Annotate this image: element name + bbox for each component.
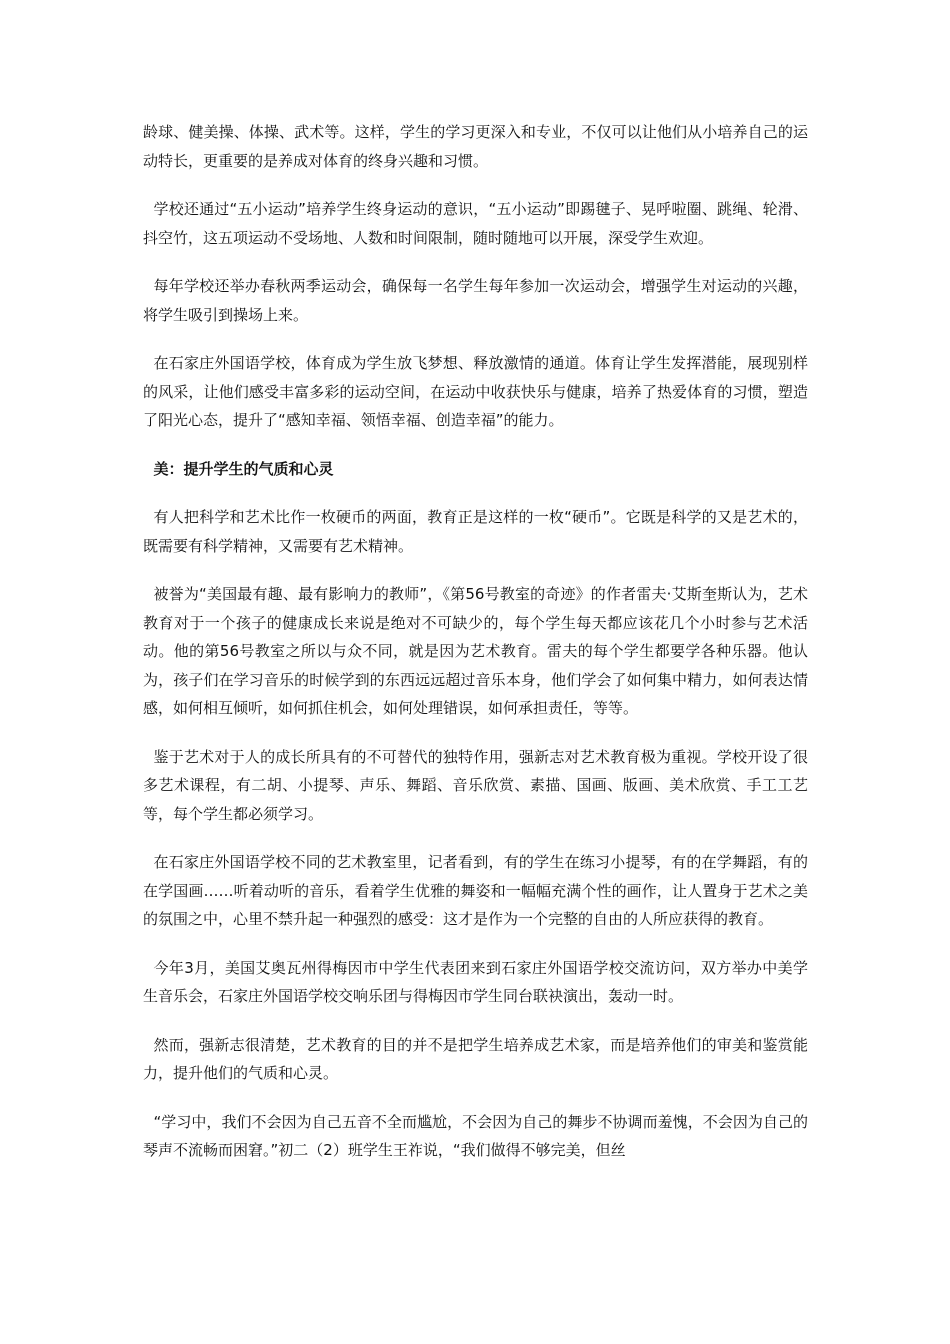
paragraph-2: 学校还通过“五小运动”培养学生终身运动的意识，“五小运动”即踢毽子、晃呼啦圈、跳绳、轮滑、抖空竹，这五项运动不受场地、人数和时间限制，随时随地可以开展，深受学生欢迎。 [143,200,808,247]
paragraph-8: 在石家庄外国语学校不同的艺术教室里，记者看到，有的学生在练习小提琴，有的在学舞蹈，有的在学国画……听着动听的音乐，看着学生优雅的舞姿和一幅幅充满个性的画作，让人置身于艺术之美的氛围之中，心里不禁升起一种强烈的感受：这才是作为一个完整的自由的人所应获得的教育。 [143,853,808,928]
paragraph-4: 在石家庄外国语学校，体育成为学生放飞梦想、释放激情的通道。体育让学生发挥潜能，展现别样的风采，让他们感受丰富多彩的运动空间，在运动中收获快乐与健康，培养了热爱体育的习惯，塑造了阳光心态，提升了“感知幸福、领悟幸福、创造幸福”的能力。 [143,354,808,429]
document-body [143,118,808,1185]
paragraph-10: 然而，强新志很清楚，艺术教育的目的并不是把学生培养成艺术家，而是培养他们的审美和鉴赏能力，提升他们的气质和心灵。 [143,1035,808,1082]
paragraph-5: 有人把科学和艺术比作一枚硬币的两面，教育正是这样的一枚“硬币”。它既是科学的又是艺术的，既需要有科学精神，又需要有艺术精神。 [143,508,808,555]
paragraph-1: 龄球、健美操、体操、武术等。这样，学生的学习更深入和专业，不仅可以让他们从小培养自己的运动特长，更重要的是养成对体育的终身兴趣和习惯。 [143,123,808,170]
paragraph-6: 被誉为“美国最有趣、最有影响力的教师”，《第56号教室的奇迹》的作者雷夫·艾斯奎斯认为，艺术教育对于一个孩子的健康成长来说是绝对不可缺少的，每个学生每天都应该花几个小时参与艺术活动。他的第56号教室之所以与众不同，就是因为艺术教育。雷夫的每个学生都要学各种乐器。他认为，孩子们在学习音乐的时候学到的东西远远超过音乐本身，他们学会了如何集中精力，如何表达情感，如何相互倾听，如何抓住机会，如何处理错误，如何承担责任，等等。 [143,585,808,717]
paragraph-11: “学习中，我们不会因为自己五音不全而尴尬，不会因为自己的舞步不协调而羞愧，不会因为自己的琴声不流畅而困窘。”初二（2）班学生王祚说，“我们做得不够完美，但丝 [143,1112,808,1159]
paragraph-9: 今年3月，美国艾奥瓦州得梅因市中学生代表团来到石家庄外国语学校交流访问，双方举办中美学生音乐会，石家庄外国语学校交响乐团与得梅因市学生同台联袂演出，轰动一时。 [143,958,808,1005]
section-heading-beauty: 美：提升学生的气质和心灵 [153,459,334,478]
paragraph-3: 每年学校还举办春秋两季运动会，确保每一名学生每年参加一次运动会，增强学生对运动的兴趣，将学生吸引到操场上来。 [143,277,808,324]
paragraph-7: 鉴于艺术对于人的成长所具有的不可替代的独特作用，强新志对艺术教育极为重视。学校开设了很多艺术课程，有二胡、小提琴、声乐、舞蹈、音乐欣赏、素描、国画、版画、美术欣赏、手工工艺等，每个学生都必须学习。 [143,747,808,823]
